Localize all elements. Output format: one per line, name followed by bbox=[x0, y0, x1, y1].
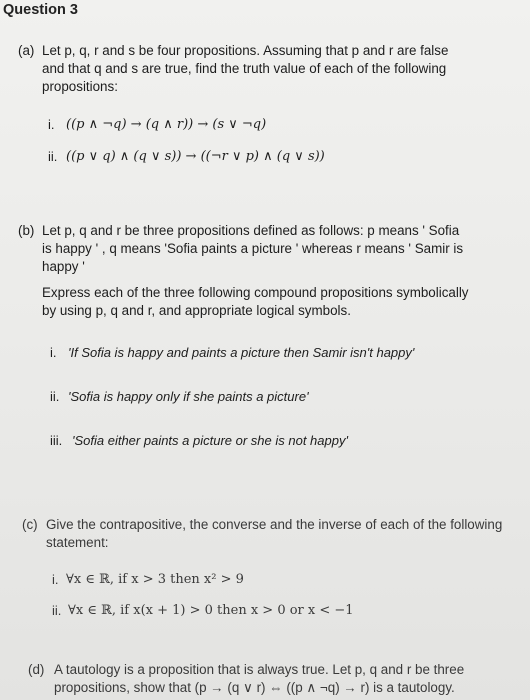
part-a-label: (a) bbox=[18, 43, 35, 58]
part-c-i-statement: ∀x ∈ ℝ, if x > 3 then x² > 9 bbox=[66, 572, 244, 587]
part-a-i-expression: ((p ∧ ¬q) → (q ∧ r)) → (s ∨ ¬q) bbox=[66, 117, 267, 132]
part-b-line-5: by using p, q and r, and appropriate logical symbols. bbox=[42, 303, 351, 318]
part-b-iii-label: iii. bbox=[50, 433, 63, 448]
part-c-ii-statement: ∀x ∈ ℝ, if x(x + 1) > 0 then x > 0 or x < −1 bbox=[68, 603, 354, 618]
part-a-line-1: Let p, q, r and s be four propositions. Assuming that p and r are false bbox=[42, 43, 449, 58]
part-b-line-4: Express each of the three following compound propositions symbolically bbox=[42, 285, 469, 300]
part-c-line-2: statement: bbox=[46, 535, 109, 550]
part-b-ii-label: ii. bbox=[50, 389, 60, 404]
part-a-line-3: propositions: bbox=[42, 79, 118, 94]
part-c-i-label: i. bbox=[52, 572, 59, 587]
part-b-iii-statement: 'Sofia either paints a picture or she is not happy' bbox=[72, 433, 348, 448]
part-c-label: (c) bbox=[22, 517, 38, 532]
part-b-line-2: is happy ' , q means 'Sofia paints a picture ' whereas r means ' Samir is bbox=[42, 241, 464, 256]
part-b-ii-statement: 'Sofia is happy only if she paints a picture' bbox=[68, 389, 309, 404]
part-b-label: (b) bbox=[18, 223, 35, 238]
question-title: Question 3 bbox=[3, 2, 78, 18]
part-c-ii-label: ii. bbox=[52, 603, 62, 618]
part-b-i-statement: 'If Sofia is happy and paints a picture then Samir isn't happy' bbox=[68, 345, 415, 360]
part-c-line-1: Give the contrapositive, the converse and the inverse of each of the following bbox=[46, 517, 503, 532]
part-a-ii-expression: ((p ∨ q) ∧ (q ∨ s)) → ((¬r ∨ p) ∧ (q ∨ s)) bbox=[66, 149, 325, 164]
part-a-ii-label: ii. bbox=[48, 149, 58, 164]
part-d-line-2: propositions, show that (p → (q ∨ r) ⇔ ((p ∧ ¬q) → r) is a tautology. bbox=[54, 680, 455, 695]
part-b-i-label: i. bbox=[50, 345, 57, 360]
part-a-line-2: and that q and s are true, find the truth value of each of the following bbox=[42, 61, 447, 76]
part-d-line-1: A tautology is a proposition that is always true. Let p, q and r be three bbox=[54, 662, 465, 677]
part-d-label: (d) bbox=[28, 662, 45, 677]
part-a-i-label: i. bbox=[48, 117, 55, 132]
part-b-line-3: happy ' bbox=[42, 259, 85, 274]
part-b-line-1: Let p, q and r be three propositions defined as follows: p means ' Sofia bbox=[42, 223, 460, 238]
